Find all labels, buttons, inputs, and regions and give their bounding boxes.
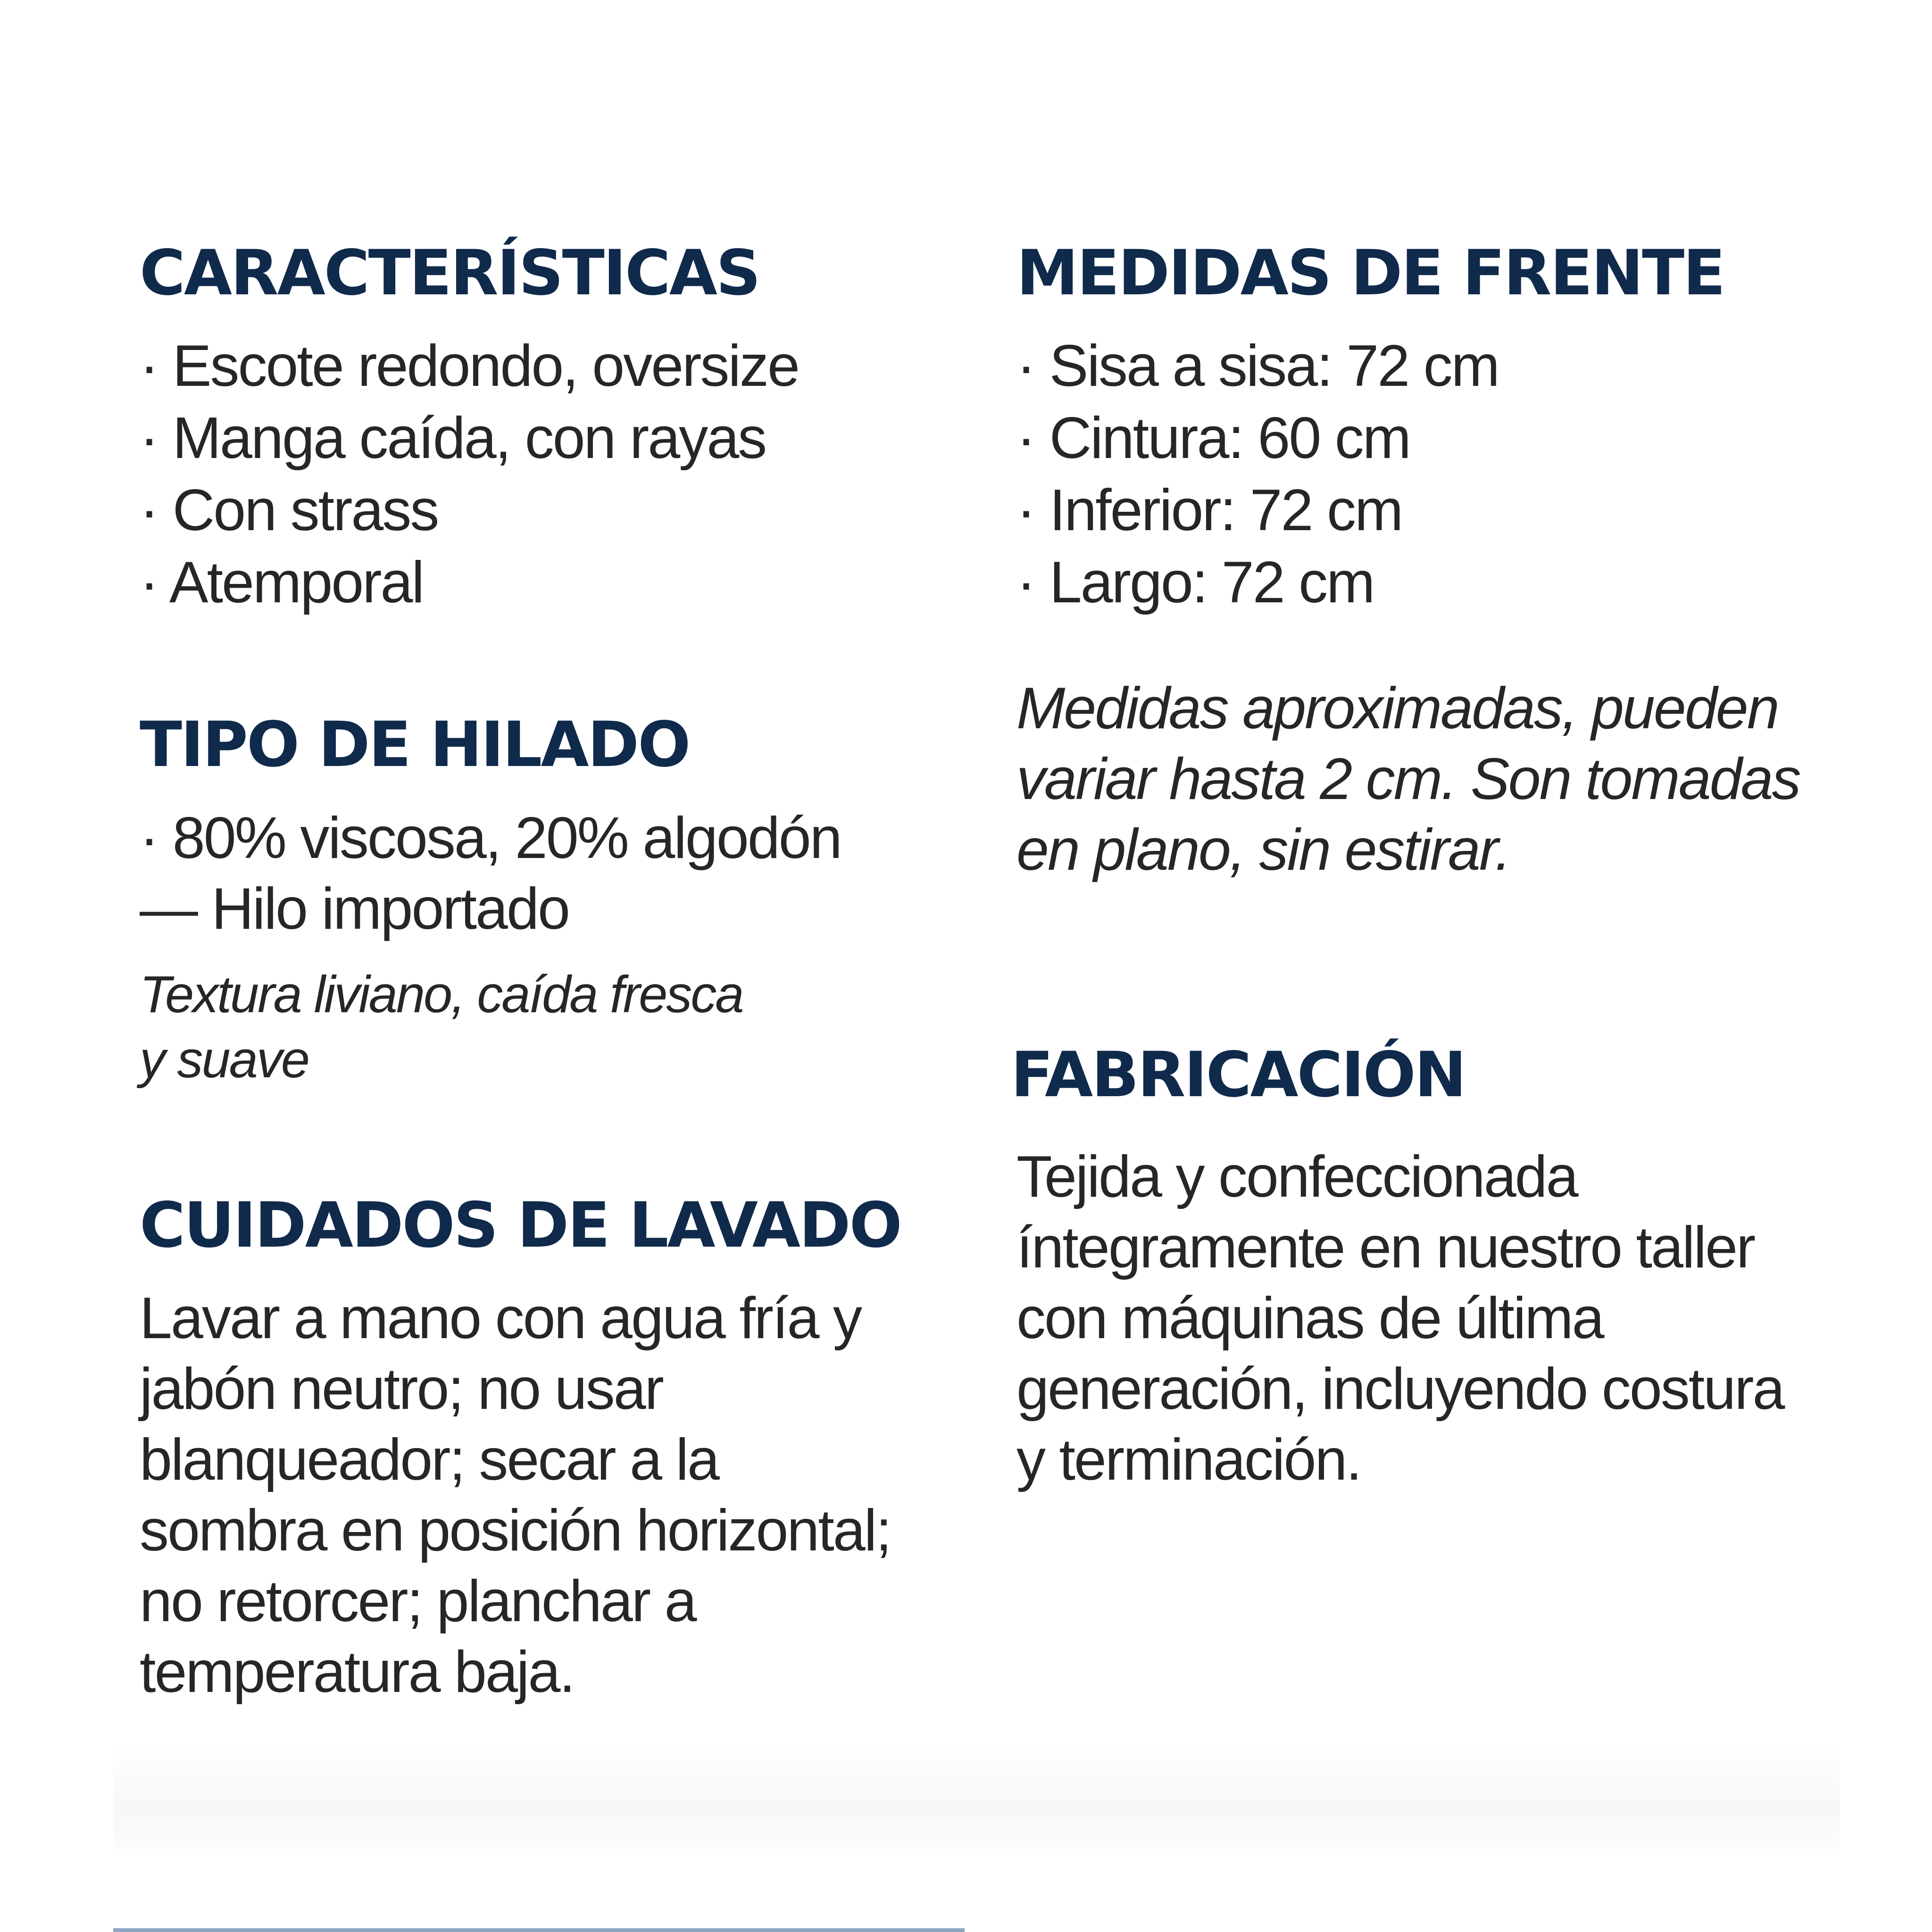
- tipo-hilado-note: [140, 962, 743, 1092]
- tipo-hilado-line: — Hilo importado: [140, 876, 569, 941]
- fabricacion-line: generación, incluyendo costura: [1016, 1357, 1784, 1422]
- medidas-note: [1016, 673, 1800, 885]
- cuidados-line: Lavar a mano con agua fría y: [140, 1286, 861, 1351]
- cuidados-line: jabón neutro; no usar: [140, 1357, 663, 1422]
- list-item: · Inferior: 72 cm: [1016, 478, 1402, 543]
- cuidados-line: sombra en posición horizontal;: [140, 1498, 891, 1563]
- cuidados-line: temperatura baja.: [140, 1640, 574, 1705]
- fabricacion-line: Tejida y confeccionada: [1016, 1144, 1577, 1209]
- footer-fade: [113, 1745, 1840, 1849]
- caracteristicas-list: [140, 330, 799, 619]
- list-item: · Largo: 72 cm: [1016, 550, 1374, 615]
- medidas-note-line: variar hasta 2 cm. Son tomadas: [1016, 747, 1800, 812]
- list-item: · Atemporal: [140, 550, 424, 615]
- medidas-note-line: en plano, sin estirar.: [1016, 817, 1510, 883]
- cuidados-text: [140, 1283, 891, 1707]
- list-item: · Con strass: [140, 478, 438, 543]
- fabricacion-heading: FABRICACIÓN: [1011, 1039, 1466, 1111]
- cuidados-line: blanqueador; secar a la: [140, 1427, 719, 1492]
- fabricacion-line: con máquinas de última: [1016, 1286, 1603, 1351]
- list-item: · Cintura: 60 cm: [1016, 406, 1410, 471]
- fabricacion-line: íntegramente en nuestro taller: [1016, 1215, 1755, 1280]
- medidas-note-line: Medidas aproximadas, pueden: [1016, 676, 1778, 741]
- list-item: · Escote redondo, oversize: [140, 333, 799, 399]
- tipo-hilado-note-line: y suave: [140, 1031, 309, 1089]
- list-item: · Manga caída, con rayas: [140, 406, 766, 471]
- list-item: · Sisa a sisa: 72 cm: [1016, 333, 1499, 399]
- tipo-hilado-text: [140, 803, 841, 944]
- tipo-hilado-note-line: Textura liviano, caída fresca: [140, 966, 743, 1024]
- bottom-divider: [113, 1928, 965, 1932]
- cuidados-line: no retorcer; planchar a: [140, 1569, 696, 1634]
- medidas-list: [1016, 330, 1499, 619]
- cuidados-heading: CUIDADOS DE LAVADO: [140, 1189, 901, 1262]
- medidas-heading: MEDIDAS DE FRENTE: [1016, 237, 1724, 309]
- tipo-hilado-line: · 80% viscosa, 20% algodón: [140, 806, 841, 871]
- caracteristicas-heading: CARACTERÍSTICAS: [140, 237, 759, 309]
- fabricacion-line: y terminación.: [1016, 1427, 1361, 1492]
- fabricacion-text: [1016, 1141, 1783, 1495]
- tipo-hilado-heading: TIPO DE HILADO: [140, 708, 690, 781]
